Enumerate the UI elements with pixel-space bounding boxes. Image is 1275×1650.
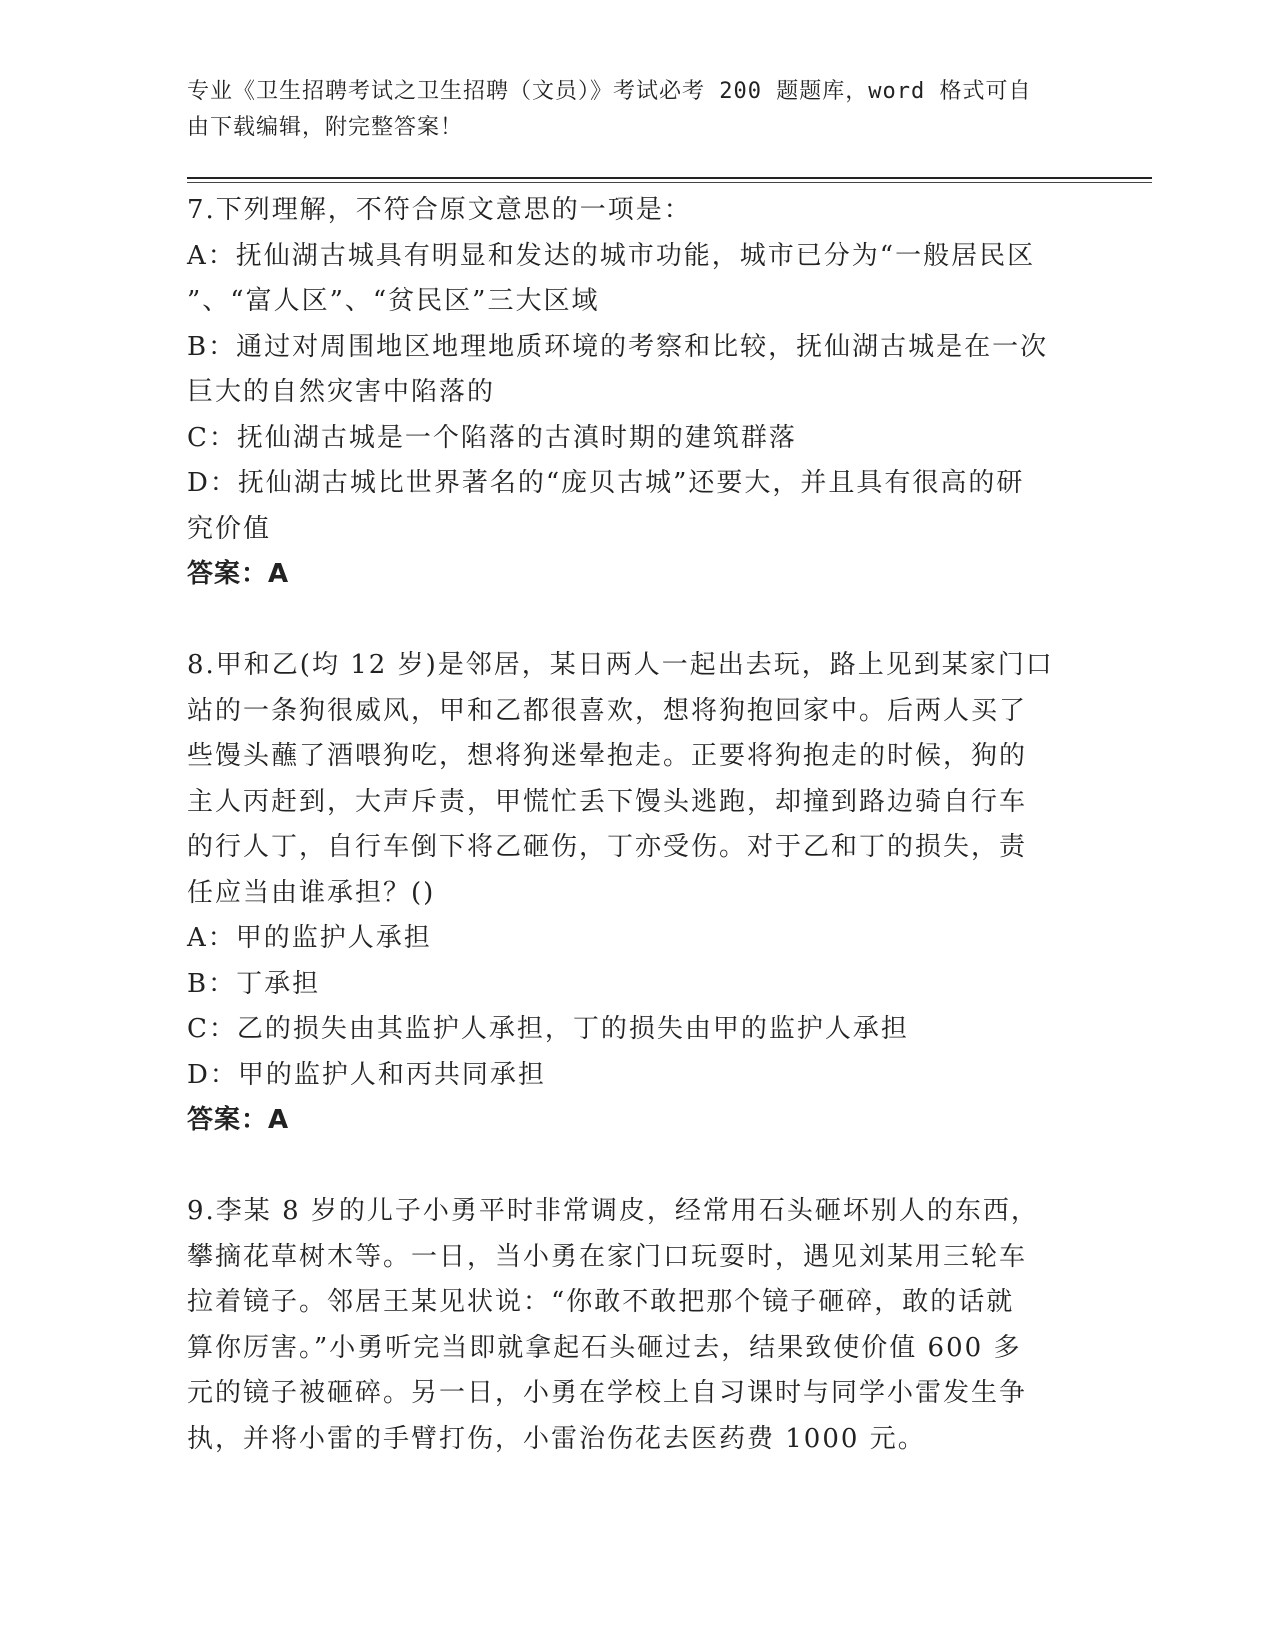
header-divider [187,177,1152,179]
option-d: D：甲的监护人和丙共同承担 [187,1059,546,1090]
spacer [187,1144,1087,1190]
question-block [187,643,1087,1144]
answer-label: 答案：A [187,559,290,589]
option-d: D：抚仙湖古城比世界著名的“庞贝古城”还要大，并且具有很高的研 [187,468,1025,498]
option-b: B：通过对周围地区地理地质环境的考察和比较，抚仙湖古城是在一次 [187,331,1049,362]
question-list [187,188,1087,1462]
question-stem: 的行人丁，自行车倒下将乙砸伤，丁亦受伤。对于乙和丁的损失，责 [187,832,1028,862]
answer-label: 答案：A [187,1105,290,1135]
option-c: C：乙的损失由其监护人承担，丁的损失由甲的监护人承担 [187,1014,909,1044]
spacer [187,598,1087,644]
question-stem: 任应当由谁承担？() [187,877,436,908]
question-stem: 主人丙赶到，大声斥责，甲慌忙丢下馒头逃跑，却撞到路边骑自行车 [187,786,1028,817]
question-stem: 算你厉害。”小勇听完当即就拿起石头砸过去，结果致使价值 600 多 [187,1332,1022,1363]
question-block [187,1189,1087,1462]
question-stem: 9.李某 8 岁的儿子小勇平时非常调皮，经常用石头砸坏别人的东西， [187,1196,1039,1226]
question-stem: 执，并将小雷的手臂打伤，小雷治伤花去医药费 1000 元。 [187,1423,926,1454]
header-line: 由下载编辑，附完整答案！ [187,115,464,140]
question-stem: 7.下列理解，不符合原文意思的一项是： [187,195,692,225]
option-a: ”、“富人区”、“贫民区”三大区域 [187,286,600,316]
question-stem: 些馒头蘸了酒喂狗吃，想将狗迷晕抱走。正要将狗抱走的时候，狗的 [187,741,1028,771]
question-stem: 8.甲和乙(均 12 岁)是邻居，某日两人一起出去玩，路上见到某家门口 [187,650,1054,680]
question-stem: 拉着镜子。邻居王某见状说：“你敢不敢把那个镜子砸碎，敢的话就 [187,1287,1015,1317]
question-stem: 元的镜子被砸碎。另一日，小勇在学校上自习课时与同学小雷发生争 [187,1378,1028,1408]
question-stem: 攀摘花草树木等。一日，当小勇在家门口玩耍时，遇见刘某用三轮车 [187,1241,1028,1272]
document-header [187,74,1067,146]
header-divider-thin [187,182,1152,183]
option-b: 巨大的自然灾害中陷落的 [187,377,496,407]
header-line: 专业《卫生招聘考试之卫生招聘（文员）》考试必考 200 题题库，word 格式可自 [187,79,1032,104]
question-stem: 站的一条狗很威风，甲和乙都很喜欢，想将狗抱回家中。后两人买了 [187,695,1028,726]
option-a: A：甲的监护人承担 [187,923,432,953]
option-c: C：抚仙湖古城是一个陷落的古滇时期的建筑群落 [187,422,797,453]
question-block [187,188,1087,598]
option-d: 究价值 [187,513,272,544]
option-a: A：抚仙湖古城具有明显和发达的城市功能，城市已分为“一般居民区 [187,240,1036,271]
option-b: B：丁承担 [187,968,321,999]
